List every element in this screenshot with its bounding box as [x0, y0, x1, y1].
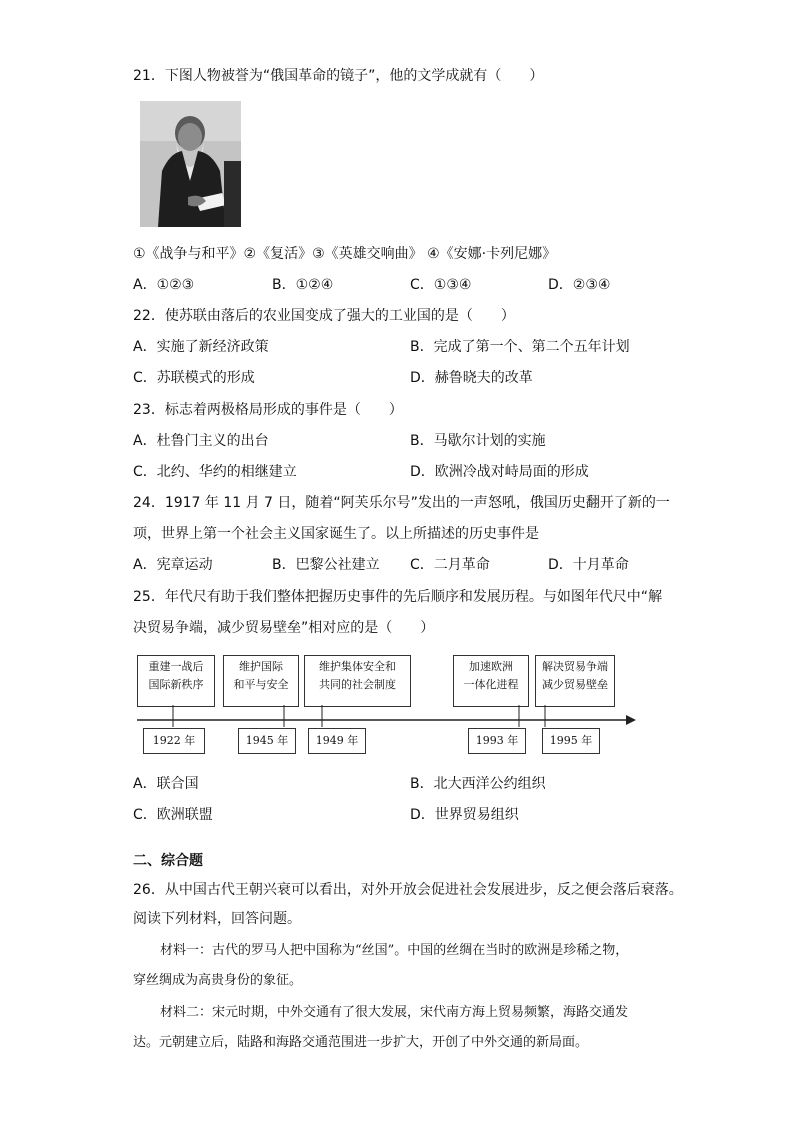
q21-items: ①《战争与和平》②《复活》③《英雄交响曲》 ④《安娜·卡列尼娜》 — [133, 246, 557, 262]
timeline-event-1922: 重建一战后 国际新秩序 — [137, 655, 215, 707]
q25-option-a[interactable]: A．联合国 — [133, 776, 199, 792]
q23-option-b[interactable]: B．马歇尔计划的实施 — [410, 433, 546, 449]
timeline-year-1995: 1995 年 — [542, 728, 600, 754]
q25-option-c[interactable]: C．欧洲联盟 — [133, 807, 213, 823]
q24-option-b[interactable]: B．巴黎公社建立 — [272, 557, 380, 573]
q25-option-b[interactable]: B．北大西洋公约组织 — [410, 776, 546, 792]
q23-option-a[interactable]: A．杜鲁门主义的出台 — [133, 433, 269, 449]
q21-stem: 21．下图人物被誉为“俄国革命的镜子”，他的文学成就有（ ） — [133, 68, 544, 84]
timeline-year-1993: 1993 年 — [468, 728, 526, 754]
q21-option-d[interactable]: D．②③④ — [548, 277, 611, 293]
timeline-year-1945: 1945 年 — [238, 728, 296, 754]
timeline-year-1922: 1922 年 — [143, 728, 205, 754]
q25-stem-line1: 25．年代尺有助于我们整体把握历史事件的先后顺序和发展历程。与如图年代尺中“解 — [133, 589, 663, 605]
q24-option-c[interactable]: C．二月革命 — [410, 557, 490, 573]
q25-stem-line2: 决贸易争端，减少贸易壁垒”相对应的是（ ） — [133, 620, 435, 636]
material-1-line1: 材料一：古代的罗马人把中国称为“丝国”。中国的丝绸在当时的欧洲是珍稀之物， — [160, 943, 629, 958]
q25-option-d[interactable]: D．世界贸易组织 — [410, 807, 519, 823]
q24-stem-line1: 24．1917 年 11 月 7 日，随着“阿芙乐尔号”发出的一声怒吼，俄国历史翻开了新的一 — [133, 495, 670, 511]
q23-option-d[interactable]: D．欧洲冷战对峙局面的形成 — [410, 464, 589, 480]
timeline-year-1949: 1949 年 — [308, 728, 366, 754]
q24-option-a[interactable]: A．宪章运动 — [133, 557, 213, 573]
q22-option-c[interactable]: C．苏联模式的形成 — [133, 370, 255, 386]
q22-stem: 22．使苏联由落后的农业国变成了强大的工业国的是（ ） — [133, 308, 515, 324]
material-1-line2: 穿丝绸成为高贵身份的象征。 — [133, 973, 303, 988]
section-heading: 二、综合题 — [133, 853, 203, 869]
q22-option-b[interactable]: B．完成了第一个、第二个五年计划 — [410, 339, 630, 355]
q24-stem-line2: 项，世界上第一个社会主义国家诞生了。以上所描述的历史事件是 — [133, 526, 539, 542]
timeline-event-1945: 维护国际 和平与安全 — [223, 655, 299, 707]
q21-option-a[interactable]: A．①②③ — [133, 277, 195, 293]
q22-option-a[interactable]: A．实施了新经济政策 — [133, 339, 269, 355]
q24-option-d[interactable]: D．十月革命 — [548, 557, 629, 573]
material-2-line1: 材料二：宋元时期，中外交通有了很大发展，宋代南方海上贸易频繁，海路交通发 — [160, 1005, 629, 1020]
q26-stem-line2: 阅读下列材料，回答问题。 — [133, 911, 301, 927]
timeline-event-1949: 维护集体安全和 共同的社会制度 — [304, 655, 411, 707]
q21-option-c[interactable]: C．①③④ — [410, 277, 472, 293]
q22-option-d[interactable]: D．赫鲁晓夫的改革 — [410, 370, 533, 386]
q23-stem: 23．标志着两极格局形成的事件是（ ） — [133, 402, 403, 418]
timeline-event-1993: 加速欧洲 一体化进程 — [453, 655, 529, 707]
q21-option-b[interactable]: B．①②④ — [272, 277, 334, 293]
q23-option-c[interactable]: C．北约、华约的相继建立 — [133, 464, 297, 480]
q26-stem-line1: 26．从中国古代王朝兴衰可以看出，对外开放会促进社会发展进步，反之便会落后衰落。 — [133, 882, 683, 898]
timeline-event-1995: 解决贸易争端 减少贸易壁垒 — [535, 655, 615, 707]
material-2-line2: 达。元朝建立后，陆路和海路交通范围进一步扩大，开创了中外交通的新局面。 — [133, 1035, 589, 1050]
